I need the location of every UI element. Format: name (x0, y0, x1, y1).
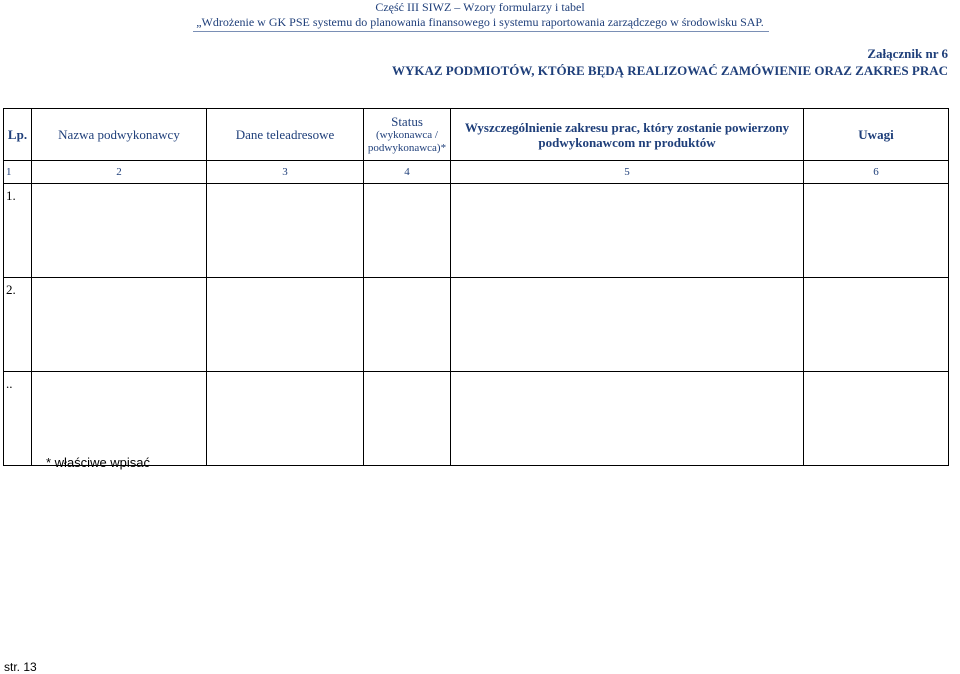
column-number: 2 (32, 161, 207, 184)
subcontractors-table (3, 108, 949, 466)
table-row (4, 184, 949, 278)
header-divider (193, 31, 769, 32)
header-contact-label: Dane teleadresowe (235, 127, 335, 142)
header-notes-label: Uwagi (858, 127, 894, 142)
header-scope-label: Wyszczególnienie zakresu prac, który zostanie powierzony podwykonawcom nr produktów (464, 119, 790, 150)
cell-contact[interactable] (207, 372, 364, 466)
header-contact (207, 109, 364, 161)
row-lp: .. (4, 372, 32, 466)
table-row (4, 372, 949, 466)
header-part-title: Część III SIWZ – Wzory formularzy i tabel (375, 0, 585, 14)
cell-name[interactable] (32, 372, 207, 466)
cell-name[interactable] (32, 184, 207, 278)
row-lp: 2. (4, 278, 32, 372)
annex-label: Załącznik nr 6 (867, 46, 948, 61)
cell-status[interactable] (364, 278, 451, 372)
footnote: * właściwe wpisać (46, 455, 151, 470)
column-number-row (4, 161, 949, 184)
cell-status[interactable] (364, 184, 451, 278)
page-number: str. 13 (4, 660, 37, 674)
cell-notes[interactable] (804, 372, 949, 466)
cell-status[interactable] (364, 372, 451, 466)
cell-contact[interactable] (207, 184, 364, 278)
header-name (32, 109, 207, 161)
cell-scope[interactable] (451, 372, 804, 466)
header-status-subtitle: (wykonawca / podwykonawca)* (367, 129, 447, 154)
header-status (364, 109, 451, 161)
column-number: 6 (804, 161, 949, 184)
cell-notes[interactable] (804, 184, 949, 278)
header-scope (451, 109, 804, 161)
cell-name[interactable] (32, 278, 207, 372)
header-lp-label: Lp. (7, 127, 28, 142)
column-number: 1 (4, 161, 32, 184)
header-status-title: Status (391, 114, 423, 129)
header-project-title: „Wdrożenie w GK PSE systemu do planowania finansowego i systemu raportowania zarządczego w środowisku SAP. (196, 15, 764, 29)
table-row (4, 278, 949, 372)
column-number: 4 (364, 161, 451, 184)
table-header-row (4, 109, 949, 161)
header-notes (804, 109, 949, 161)
document-title: WYKAZ PODMIOTÓW, KTÓRE BĘDĄ REALIZOWAĆ ZAMÓWIENIE ORAZ ZAKRES PRAC (391, 63, 948, 78)
cell-scope[interactable] (451, 278, 804, 372)
row-lp: 1. (4, 184, 32, 278)
header-lp (4, 109, 32, 161)
header-name-label: Nazwa podwykonawcy (58, 127, 180, 142)
cell-contact[interactable] (207, 278, 364, 372)
column-number: 5 (451, 161, 804, 184)
cell-notes[interactable] (804, 278, 949, 372)
cell-scope[interactable] (451, 184, 804, 278)
column-number: 3 (207, 161, 364, 184)
